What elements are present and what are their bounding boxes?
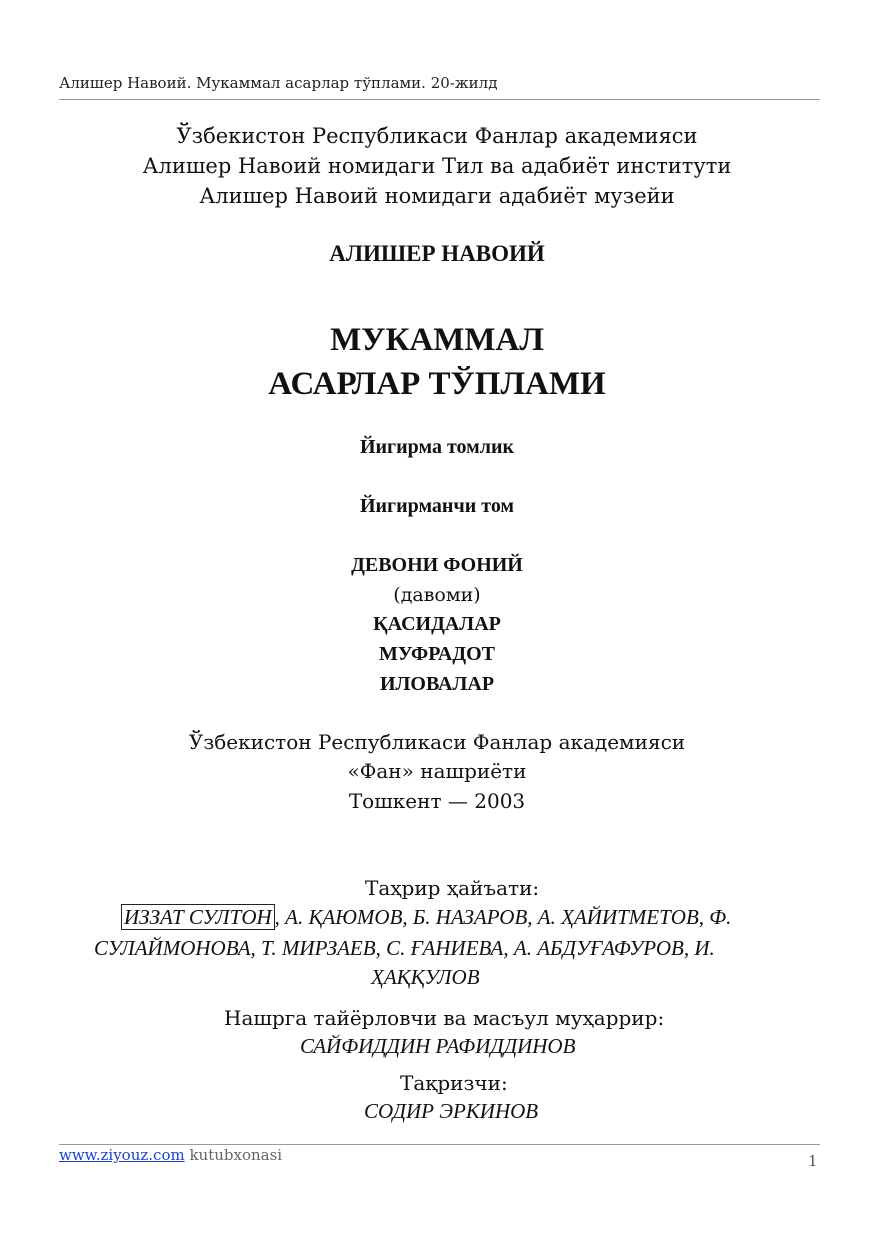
header-rule <box>59 99 820 100</box>
series-label: Йигирма томлик <box>359 436 515 458</box>
publisher-place-year: Тошкент — 2003 <box>348 789 526 813</box>
contents-qasidas: ҚАСИДАЛАР <box>373 613 501 635</box>
editor-name: САЙФИДДИН РАФИДДИНОВ <box>300 1034 576 1058</box>
institution-institute: Алишер Навоий номидаги Тил ва адабиёт институти <box>142 154 732 178</box>
institution-academy: Ўзбекистон Республикаси Фанлар академияси <box>176 124 698 148</box>
footer-rule <box>59 1144 820 1145</box>
publisher-academy: Ўзбекистон Республикаси Фанлар академияси <box>188 730 686 754</box>
author-name: АЛИШЕР НАВОИЙ <box>329 241 545 266</box>
running-head: Алишер Навоий. Мукаммал асарлар тўплами. 20-жилд <box>59 74 498 92</box>
contents-mufradot: МУФРАДОТ <box>378 643 495 665</box>
editorial-first-member: ИЗЗАТ СУЛТОН <box>121 904 275 930</box>
editorial-board-heading: Таҳрир ҳайъати: <box>365 876 540 900</box>
title-line-2: АСАРЛАР ТЎПЛАМИ <box>268 366 606 402</box>
contents-continuation: (давоми) <box>393 584 481 606</box>
ziyouz-link[interactable]: www.ziyouz.com <box>59 1146 185 1164</box>
institution-museum: Алишер Навоий номидаги адабиёт музейи <box>199 184 675 208</box>
editorial-line-1 <box>121 905 731 930</box>
reviewer-name: СОДИР ЭРКИНОВ <box>364 1099 539 1123</box>
editorial-line-3: ҲАҚҚУЛОВ <box>371 965 480 989</box>
contents-appendices: ИЛОВАЛАР <box>379 673 495 695</box>
title-line-1: МУКАММАЛ <box>330 322 544 358</box>
contents-divan: ДЕВОНИ ФОНИЙ <box>351 554 523 576</box>
editorial-line-1-rest: , А. ҚАЮМОВ, Б. НАЗАРОВ, А. ҲАЙИТМЕТОВ, Ф. <box>274 905 732 929</box>
footer-library-text: kutubxonasi <box>184 1146 283 1164</box>
volume-label: Йигирманчи том <box>359 495 515 517</box>
publisher-house: «Фан» нашриёти <box>347 759 527 783</box>
editor-label: Нашрга тайёрловчи ва масъул муҳаррир: <box>224 1006 665 1030</box>
page-number: 1 <box>808 1152 818 1170</box>
reviewer-label: Тақризчи: <box>400 1071 508 1095</box>
footer-source <box>59 1146 282 1164</box>
editorial-line-2: СУЛАЙМОНОВА, Т. МИРЗАЕВ, С. ҒАНИЕВА, А. АБДУҒАФУРОВ, И. <box>94 936 715 960</box>
